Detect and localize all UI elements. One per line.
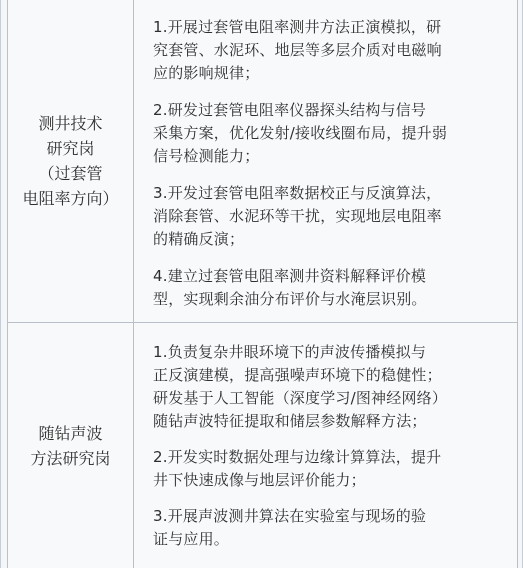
duty-item: 2.研发过套管电阻率仪器探头结构与信号 采集方案，优化发射/接收线圈布局，提升弱 信号检测能力； xyxy=(153,101,448,165)
table-row xyxy=(8,0,517,323)
duty-item: 3.开展声波测井算法在实验室与现场的验 证与应用。 xyxy=(153,507,427,548)
role-name: 测井技术 研究岗 （过套管 电阻率方向） xyxy=(22,114,119,208)
table-row xyxy=(8,323,517,568)
role-cell xyxy=(8,323,134,568)
role-cell xyxy=(8,0,134,322)
duty-item: 1.开展过套管电阻率测井方法正演模拟，研 究套管、水泥环、地层等多层介质对电磁响 应的影响规律； xyxy=(153,18,442,82)
duties-cell xyxy=(135,323,517,568)
duty-item: 2.开发实时数据处理与边缘计算算法，提升 井下快速成像与地层评价能力； xyxy=(153,448,442,489)
job-duties-table xyxy=(7,0,518,568)
role-name: 随钻声波 方法研究岗 xyxy=(30,423,111,468)
duty-item: 4.建立过套管电阻率测井资料解释评价模 型，实现剩余油分布评价与水淹层识别。 xyxy=(153,267,427,308)
duties-cell xyxy=(135,0,517,322)
duty-item: 1.负责复杂井眼环境下的声波传播模拟与 正反演建模，提高强噪声环境下的稳健性； xyxy=(153,343,442,384)
duty-item: 3.开发过套管电阻率数据校正与反演算法， 消除套管、水泥环等干扰，实现地层电阻率 的精确反演； xyxy=(153,184,442,248)
duty-item: 研发基于人工智能（深度学习/图神经网络） 随钻声波特征提取和储层参数解释方法； xyxy=(153,389,448,430)
